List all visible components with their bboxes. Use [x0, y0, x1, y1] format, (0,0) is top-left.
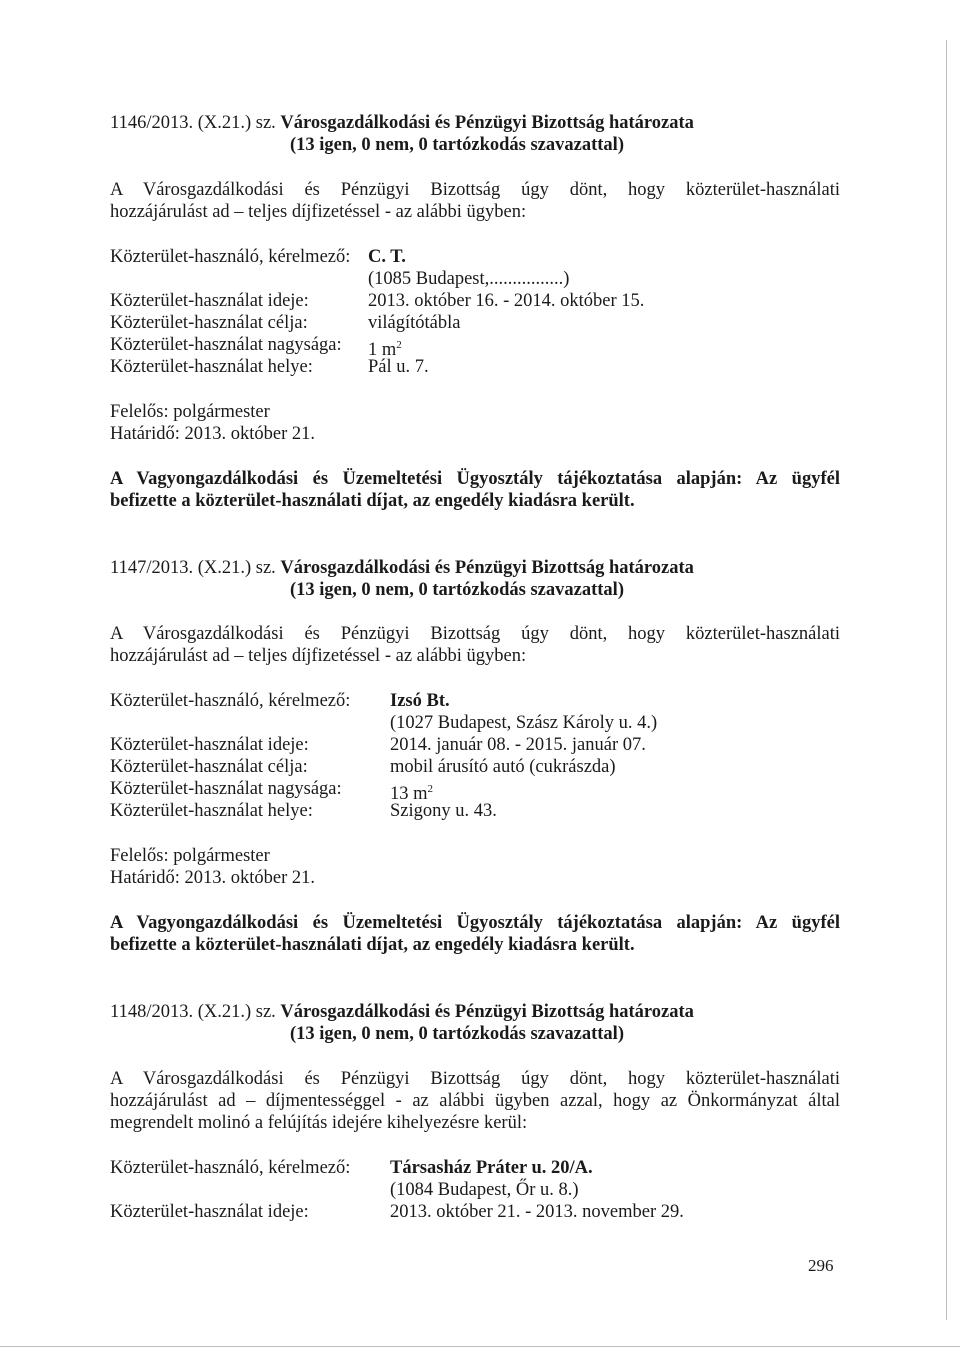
field-value-applicant: Izsó Bt.: [390, 691, 450, 711]
field-value-applicant: Társasház Práter u. 20/A.: [390, 1158, 593, 1178]
field-label-period: Közterület-használat ideje:: [110, 735, 309, 755]
field-value-applicant: C. T.: [368, 247, 406, 267]
resolution-title: Városgazdálkodási és Pénzügyi Bizottság határozata: [280, 113, 694, 133]
field-value-period: 2014. január 08. - 2015. január 07.: [390, 735, 646, 755]
resolution-number: 1147/2013. (X.21.) sz.: [110, 558, 276, 578]
field-value-period: 2013. október 16. - 2014. október 15.: [368, 291, 645, 311]
responsible: Felelős: polgármester: [110, 402, 270, 422]
scan-edge-bottom: [0, 1346, 960, 1347]
decision-text-line: A Városgazdálkodási és Pénzügyi Bizottság úgy dönt, hogy közterület-használati: [110, 180, 840, 200]
page-number: 296: [808, 1256, 834, 1275]
responsible: Felelős: polgármester: [110, 846, 270, 866]
department-note-line: befizette a közterület-használati díjat, az engedély kiadásra került.: [110, 491, 635, 511]
field-value-location: Szigony u. 43.: [390, 801, 497, 821]
field-value-address: (1084 Budapest, Őr u. 8.): [390, 1180, 579, 1200]
field-label-purpose: Közterület-használat célja:: [110, 757, 308, 777]
field-label-size: Közterület-használat nagysága:: [110, 779, 342, 799]
resolution-title: Városgazdálkodási és Pénzügyi Bizottság határozata: [280, 558, 694, 578]
decision-text-line: hozzájárulást ad – teljes díjfizetéssel - az alábbi ügyben:: [110, 202, 527, 222]
field-label-location: Közterület-használat helye:: [110, 357, 313, 377]
vote-result: (13 igen, 0 nem, 0 tartózkodás szavazattal): [290, 1024, 624, 1044]
field-label-period: Közterület-használat ideje:: [110, 291, 309, 311]
resolution-title: Városgazdálkodási és Pénzügyi Bizottság határozata: [280, 1002, 694, 1022]
resolution-number: 1146/2013. (X.21.) sz.: [110, 113, 276, 133]
vote-result: (13 igen, 0 nem, 0 tartózkodás szavazattal): [290, 135, 624, 155]
field-value-address: (1027 Budapest, Szász Károly u. 4.): [390, 713, 658, 733]
department-note-line: A Vagyongazdálkodási és Üzemeltetési Ügyosztály tájékoztatása alapján: Az ügyfél: [110, 913, 840, 933]
deadline: Határidő: 2013. október 21.: [110, 424, 315, 444]
deadline: Határidő: 2013. október 21.: [110, 868, 315, 888]
field-label-period: Közterület-használat ideje:: [110, 1202, 309, 1222]
decision-text-line: hozzájárulást ad – teljes díjfizetéssel - az alábbi ügyben:: [110, 646, 527, 666]
department-note-line: A Vagyongazdálkodási és Üzemeltetési Ügyosztály tájékoztatása alapján: Az ügyfél: [110, 469, 840, 489]
field-value-address: (1085 Budapest,................): [368, 269, 570, 289]
size-value: 1 m: [368, 340, 397, 361]
department-note-line: befizette a közterület-használati díjat, az engedély kiadásra került.: [110, 935, 635, 955]
field-value-purpose: világítótábla: [368, 313, 461, 333]
field-label-applicant: Közterület-használó, kérelmező:: [110, 247, 351, 267]
field-label-size: Közterület-használat nagysága:: [110, 335, 342, 355]
decision-text-line: A Városgazdálkodási és Pénzügyi Bizottság úgy dönt, hogy közterület-használati: [110, 624, 840, 644]
field-label-applicant: Közterület-használó, kérelmező:: [110, 1158, 351, 1178]
decision-text-line: megrendelt molinó a felújítás idejére kihelyezésre kerül:: [110, 1113, 528, 1133]
field-label-applicant: Közterület-használó, kérelmező:: [110, 691, 351, 711]
resolution-heading: [110, 1001, 694, 1023]
resolution-number: 1148/2013. (X.21.) sz.: [110, 1002, 276, 1022]
field-value-period: 2013. október 21. - 2013. november 29.: [390, 1202, 684, 1222]
field-label-purpose: Közterület-használat célja:: [110, 313, 308, 333]
resolution-heading: [110, 112, 694, 134]
field-value-location: Pál u. 7.: [368, 357, 429, 377]
field-label-location: Közterület-használat helye:: [110, 801, 313, 821]
decision-text-line: hozzájárulást ad – díjmentességgel - az alábbi ügyben azzal, hogy az Önkormányzat által: [110, 1091, 840, 1111]
decision-text-line: A Városgazdálkodási és Pénzügyi Bizottság úgy dönt, hogy közterület-használati: [110, 1069, 840, 1089]
vote-result: (13 igen, 0 nem, 0 tartózkodás szavazattal): [290, 580, 624, 600]
size-value: 13 m: [390, 784, 428, 805]
scan-edge-right: [946, 40, 947, 1320]
size-unit-exponent: 2: [427, 783, 434, 795]
field-value-purpose: mobil árusító autó (cukrászda): [390, 757, 616, 777]
size-unit-exponent: 2: [396, 339, 402, 351]
resolution-heading: [110, 557, 694, 579]
